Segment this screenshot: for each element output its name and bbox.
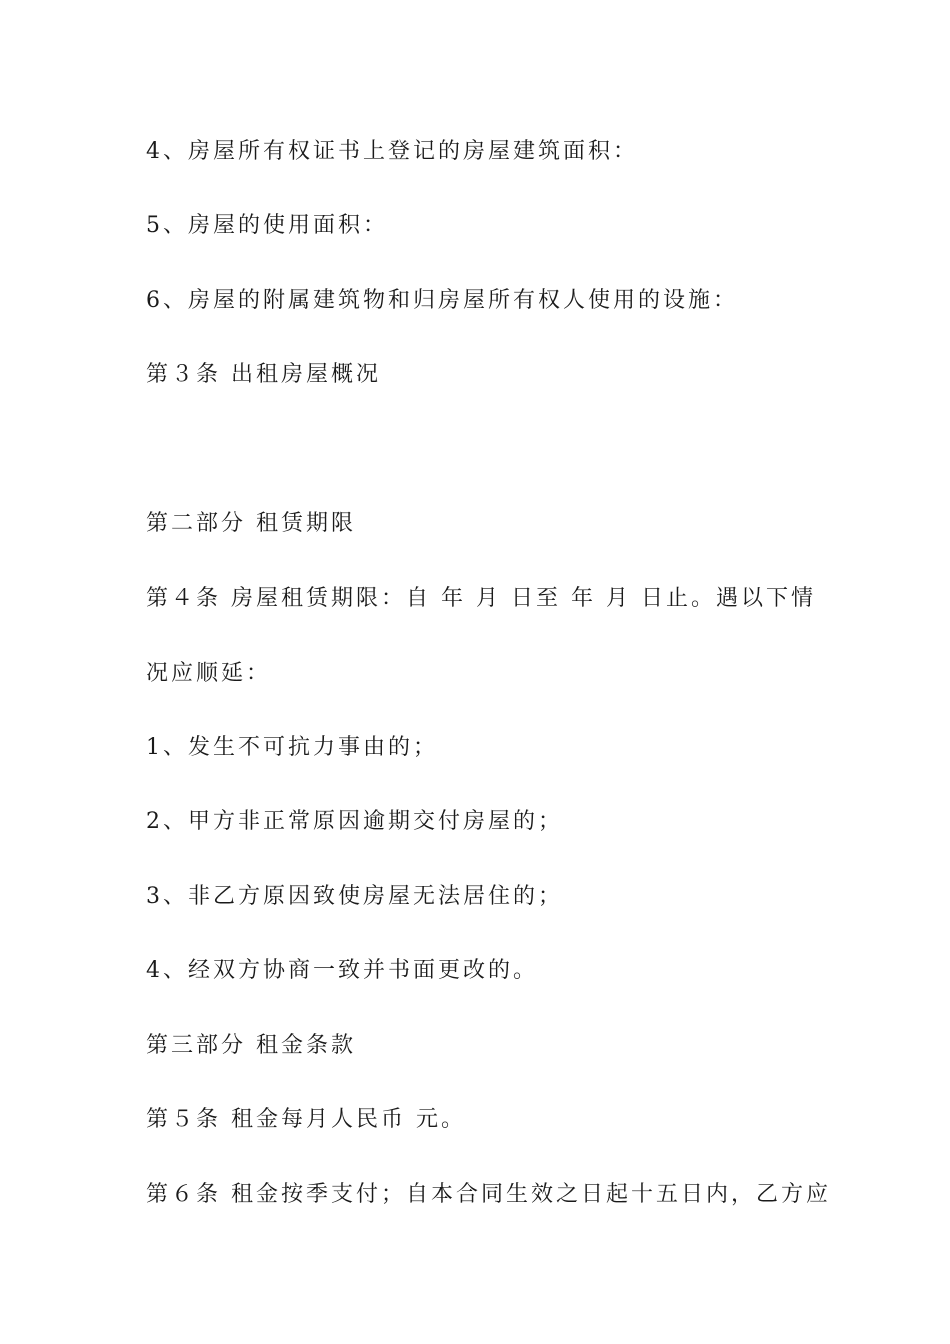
item-building-area: 4、房屋所有权证书上登记的房屋建筑面积： xyxy=(146,139,638,164)
article-6-text: 第６条 租金按季支付；自本合同生效之日起十五日内，乙方应 xyxy=(146,1182,831,1207)
extension-item-1: 1、发生不可抗力事由的； xyxy=(146,735,438,760)
extension-item-3: 3、非乙方原因致使房屋无法居住的； xyxy=(146,884,563,909)
part-2-heading: 第二部分 租赁期限 xyxy=(146,511,356,536)
article-4-text: 第４条 房屋租赁期限：自 年 月 日至 年 月 日止。遇以下情 xyxy=(146,586,816,611)
article-5-text: 第５条 租金每月人民币 元。 xyxy=(146,1107,466,1132)
part-3-heading: 第三部分 租金条款 xyxy=(146,1033,356,1058)
extension-item-4: 4、经双方协商一致并书面更改的。 xyxy=(146,958,538,983)
extension-item-2: 2、甲方非正常原因逾期交付房屋的； xyxy=(146,809,563,834)
item-usable-area: 5、房屋的使用面积： xyxy=(146,213,388,238)
article-4-text-continued: 况应顺延： xyxy=(146,661,272,686)
article-3-title: 第３条 出租房屋概况 xyxy=(146,362,381,387)
item-facilities: 6、房屋的附属建筑物和归房屋所有权人使用的设施： xyxy=(146,288,738,313)
